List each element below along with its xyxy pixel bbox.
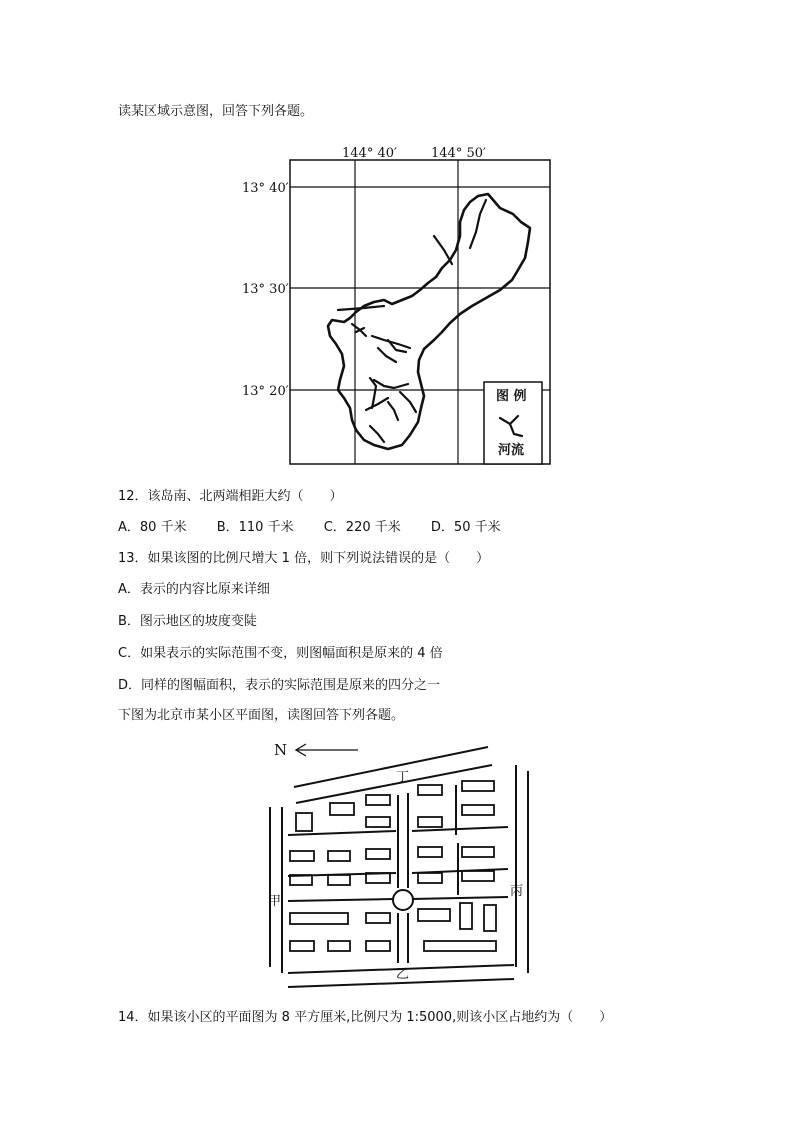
q12-stem: 12．该岛南、北两端相距大约（ ） [118,489,343,504]
intro-text-1: 读某区域示意图，回答下列各题。 [118,104,314,119]
q14-stem: 14．如果该小区的平面图为 8 平方厘米,比例尺为 1:5000,则该小区占地约为（ ） [118,1010,613,1025]
lat-label-3: 13° 20′ [242,384,289,399]
roundabout [393,890,413,910]
intro-text-2: 下图为北京市某小区平面图，读图回答下列各题。 [118,708,405,723]
q13-stem: 13．如果该图的比例尺增大 1 倍，则下列说法错误的是（ ） [118,551,490,566]
north-arrow-icon [296,744,358,756]
q12-option-b: B．110 千米 [216,520,294,535]
buildings [290,781,496,951]
q13-option-c: C．如果表示的实际范围不变，则图幅面积是原来的 4 倍 [118,646,443,661]
road-label-yi: 乙 [396,967,410,982]
lon-label-2: 144° 50′ [431,146,486,161]
q12-option-a: A．80 千米 [118,520,187,535]
q13-option-b: B．图示地区的坡度变陡 [118,614,257,629]
legend-river-label: 河流 [498,443,525,458]
lat-label-1: 13° 40′ [242,181,289,196]
island-map [238,140,558,470]
road-label-bing: 丙 [510,884,524,899]
road-label-jia: 甲 [268,894,282,909]
rivers [338,200,486,442]
q12-option-d: D．50 千米 [430,520,501,535]
q13-option-d: D．同样的图幅面积，表示的实际范围是原来的四分之一 [118,678,441,693]
lon-label-1: 144° 40′ [342,146,397,161]
q13-option-a: A．表示的内容比原来详细 [118,582,270,597]
legend-title: 图 例 [496,389,527,404]
q12-options [118,519,527,537]
legend [484,382,542,464]
district-plan [262,735,542,990]
q12-option-c: C．220 千米 [323,520,401,535]
north-label: N [274,741,288,759]
road-label-ding: 丁 [396,770,410,785]
lat-label-2: 13° 30′ [242,282,289,297]
